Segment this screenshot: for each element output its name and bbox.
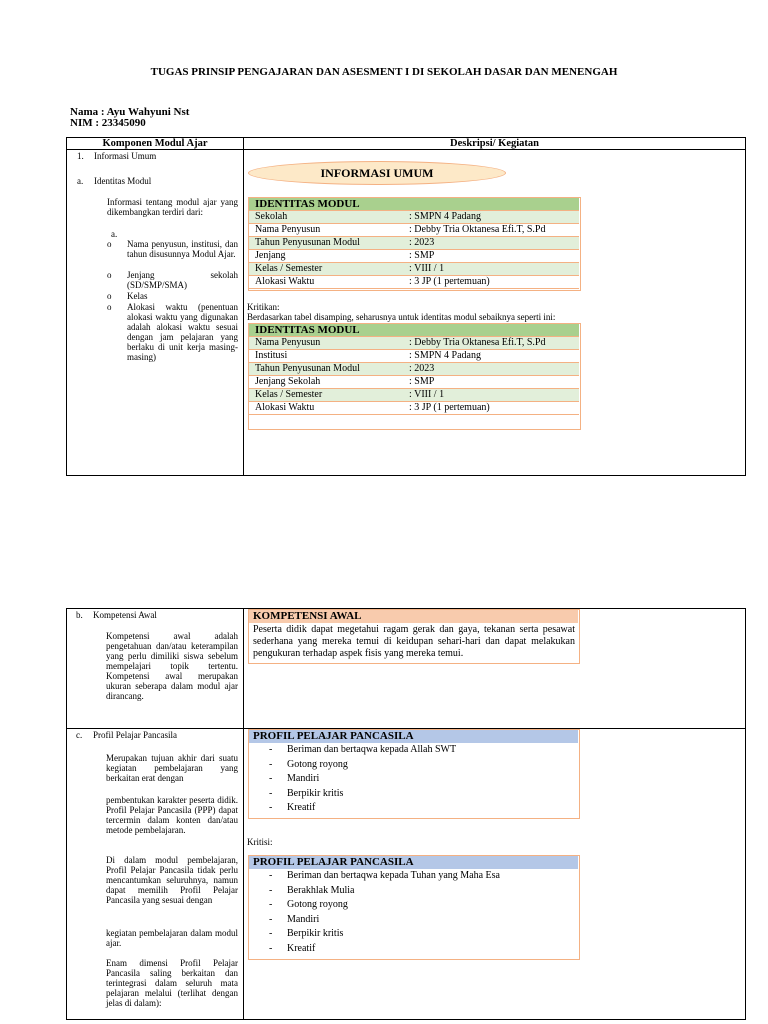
ident-value: : VIII / 1 (403, 389, 579, 402)
profil-box1-title: PROFIL PELAJAR PANCASILA (249, 730, 578, 743)
ident-label: Tahun Penyusunan Modul (249, 363, 403, 376)
document-title: TUGAS PRINSIP PENGAJARAN DAN ASESMENT I DI SEKOLAH DASAR DAN MENENGAH (150, 66, 618, 78)
list-letter: a. (111, 229, 118, 239)
ident-label: Kelas / Semester (249, 263, 403, 276)
ident-value: : 3 JP (1 pertemuan) (403, 276, 579, 289)
column-header-description: Deskripsi/ Kegiatan (244, 138, 746, 150)
ident-value: : SMPN 4 Padang (403, 211, 579, 224)
kompetensi-box-text: Peserta didik dapat megetahui ragam gerak dan gaya, tekanan serta pesawat sederhana yang mereka temui di keidupan sehari-hari dan dapat melakukan pengukuran terhadap aspek fisis yang mereka temui. (253, 624, 575, 659)
ident-label: Jenjang Sekolah (249, 376, 403, 389)
ident-label: Nama Penyusun (249, 337, 403, 350)
ident-value: : 2023 (403, 237, 579, 250)
ident-value: : 3 JP (1 pertemuan) (403, 402, 579, 415)
profil-list-item: - Mandiri (249, 913, 574, 928)
ident-value: : Debby Tria Oktanesa Efi.T, S.Pd (403, 224, 579, 237)
identitas-title: IDENTITAS MODUL (249, 324, 579, 337)
ident-label: Alokasi Waktu (249, 402, 403, 415)
profil-paragraph-4: kegiatan pembelajaran dalam modul ajar. (106, 928, 238, 948)
profil-list-item: - Gotong royong (249, 758, 574, 773)
bullet-text-2: Jenjang sekolah (SD/SMP/SMA) (127, 270, 238, 290)
profil-list-item: - Beriman dan bertaqwa kepada Tuhan yang Maha Esa (249, 869, 574, 884)
ident-label: Nama Penyusun (249, 224, 403, 237)
profil-list-item: - Berakhlak Mulia (249, 884, 574, 899)
ident-label: Tahun Penyusunan Modul (249, 237, 403, 250)
section-number: 1. (77, 151, 84, 161)
profil-heading: Profil Pelajar Pancasila (93, 730, 177, 740)
subsection-letter: a. (77, 176, 84, 186)
bullet-text-4: Alokasi waktu (penentuan alokasi waktu yang digunakan adalah alokasi waktu sesuai dengan jam pelajaran yang berlaku di unit kerja masing-masing) (127, 302, 238, 362)
ident-value: : VIII / 1 (403, 263, 579, 276)
bullet-text-1: Nama penyusun, institusi, dan tahun disusunnya Modul Ajar. (127, 239, 238, 259)
left-cell-informasi-umum (67, 150, 244, 476)
profil-list-item: - Mandiri (249, 772, 574, 787)
section-heading: Informasi Umum (94, 151, 157, 161)
column-header-component: Komponen Modul Ajar (67, 138, 244, 150)
ident-value: : 2023 (403, 363, 579, 376)
profil-list-item: - Gotong royong (249, 898, 574, 913)
ident-label: Jenjang (249, 250, 403, 263)
identitas-modul-table-1 (249, 198, 579, 289)
ident-value: : SMP (403, 250, 579, 263)
section-letter-c: c. (76, 730, 83, 740)
profil-list-1 (249, 743, 574, 816)
ident-value: : SMPN 4 Padang (403, 350, 579, 363)
ident-value: : SMP (403, 376, 579, 389)
ident-label: Kelas / Semester (249, 389, 403, 402)
intro-text: Informasi tentang modul ajar yang dikembangkan terdiri dari: (107, 197, 238, 217)
bullet-icon: o (107, 302, 112, 312)
profil-paragraph-3: Di dalam modul pembelajaran, Profil Pelajar Pancasila tidak perlu mencantumkan seluruhnya, namun dapat memilih Profil Pelajar Pancasila yang sesuai dengan (106, 855, 238, 905)
profil-list-item: - Beriman dan bertaqwa kepada Allah SWT (249, 743, 574, 758)
ident-value: : Debby Tria Oktanesa Efi.T, S.Pd (403, 337, 579, 350)
profil-box2-title: PROFIL PELAJAR PANCASILA (249, 856, 578, 869)
kritikan-label: Kritikan: (247, 302, 280, 312)
kritisi-label: Kritisi: (247, 837, 273, 847)
kompetensi-box-title: KOMPETENSI AWAL (249, 610, 578, 623)
student-nim: NIM : 23345090 (70, 117, 146, 129)
identitas-title: IDENTITAS MODUL (249, 198, 579, 211)
identitas-modul-table-2 (249, 324, 579, 415)
bullet-icon: o (107, 239, 112, 249)
profil-list-item: - Kreatif (249, 942, 574, 957)
kompetensi-description: Kompetensi awal adalah pengetahuan dan/atau keterampilan yang perlu dimiliki siswa sebelum mempelajari topik tertentu. Kompetensi awal merupakan ukuran seberapa dalam modul ajar dirancang. (106, 631, 238, 701)
profil-list-item: - Berpikir kritis (249, 927, 574, 942)
ident-label: Institusi (249, 350, 403, 363)
bullet-text-3: Kelas (127, 291, 148, 301)
profil-list-2 (249, 869, 574, 956)
kritikan-text: Berdasarkan tabel disamping, seharusnya untuk identitas modul sebaiknya seperti ini: (247, 312, 556, 322)
section-letter-b: b. (76, 610, 83, 620)
bullet-icon: o (107, 270, 112, 280)
informasi-umum-oval: INFORMASI UMUM (248, 161, 506, 185)
ident-label: Alokasi Waktu (249, 276, 403, 289)
student-name: Nama : Ayu Wahyuni Nst (70, 106, 190, 118)
kompetensi-heading: Kompetensi Awal (93, 610, 157, 620)
profil-list-item: - Kreatif (249, 801, 574, 816)
profil-paragraph-2: pembentukan karakter peserta didik. Profil Pelajar Pancasila (PPP) dapat tercermin dalam konten dan/atau metode pembelajaran. (106, 795, 238, 835)
profil-paragraph-1: Merupakan tujuan akhir dari suatu kegiatan pembelajaran yang berkaitan erat dengan (106, 753, 238, 783)
bullet-icon: o (107, 291, 112, 301)
subsection-heading: Identitas Modul (94, 176, 152, 186)
profil-paragraph-5: Enam dimensi Profil Pelajar Pancasila saling berkaitan dan terintegrasi dalam seluruh mata pelajaran melalui (terlihat dengan jelas di dalam): (106, 958, 238, 1008)
profil-list-item: - Berpikir kritis (249, 787, 574, 802)
ident-label: Sekolah (249, 211, 403, 224)
